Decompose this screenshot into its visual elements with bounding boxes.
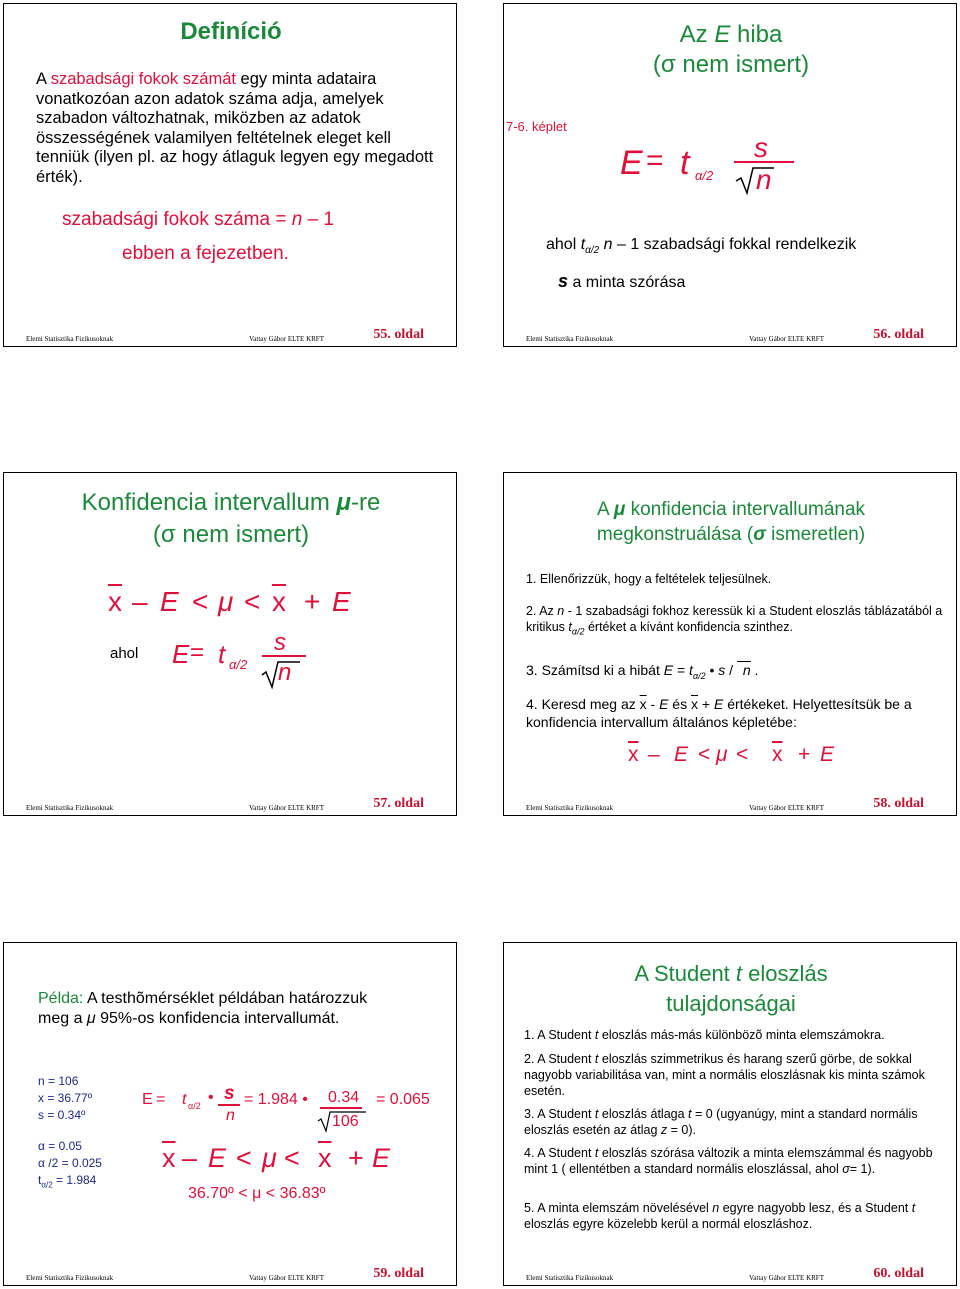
footer-author: Vattay Gábor ELTE KRFT [249, 1274, 324, 1282]
error-formula: E = t α/2 s n [620, 134, 920, 204]
error-calculation: E = t α/2 • s n = 1.984 • 0.34 106 = 0.065 [142, 1085, 452, 1135]
slide-56 [503, 3, 957, 347]
footer-author: Vattay Gábor ELTE KRFT [249, 335, 324, 343]
page-number: 55. oldal [373, 327, 424, 342]
ahol-line: ahol $t_{\alpha/2}$ n – 1 szabadsági fokkal rendelkezik [546, 236, 857, 257]
footer-course: Elemi Statisztika Fizikusoknak [526, 804, 614, 812]
footer-course: Elemi Statisztika Fizikusoknak [26, 804, 114, 812]
given-values: n = 106 x = 36.77º s = 0.34º α = 0.05 α /2 = 0.025 $t_{\alpha/2} = 1.984$ [38, 1074, 102, 1190]
slide-title: Definíció [180, 18, 282, 45]
interval-formula: $\overline{x}$ – E < μ < $\overline{x}$ + E [162, 1143, 391, 1173]
slide-title: A μ konfidencia intervallumának megkonstruálása (σ ismeretlen) [596, 499, 866, 545]
property-3: 3. A Student t eloszlás átlaga t = 0 (ugyanúgy, mint a standard normális eloszlás esetén az átlag z = 0). [524, 1107, 918, 1137]
footer-author: Vattay Gábor ELTE KRFT [749, 335, 824, 343]
footer-author: Vattay Gábor ELTE KRFT [749, 1274, 824, 1282]
interval-formula: $\overline{x}$ – E < μ < $\overline{x}$ + E [108, 586, 351, 617]
footer-course: Elemi Statisztika Fizikusoknak [26, 335, 114, 343]
footer-author: Vattay Gábor ELTE KRFT [249, 804, 324, 812]
footer-course: Elemi Statisztika Fizikusoknak [526, 335, 614, 343]
definition-text: A szabadsági fokok számát egy minta adataira vonatkozóan azon adatok száma adja, amelyek szabadon változhatnak, miközben az adatok összességének valamilyen feltételnek eleget kell tenniük (ilyen pl. az hogy átlaguk legyen egy megadott érték). [36, 70, 434, 186]
footer-author: Vattay Gábor ELTE KRFT [749, 804, 824, 812]
footer-course: Elemi Statisztika Fizikusoknak [26, 1274, 114, 1282]
slide-57 [3, 472, 457, 816]
degrees-formula: szabadsági fokok száma = n – 1 [62, 209, 334, 230]
page-number: 56. oldal [873, 327, 924, 342]
step-2: 2. Az n - 1 szabadsági fokhoz keressük ki a Student eloszlás táblázatából a kritikus $t_{\alpha/2}$ értéket a kívánt konfidencia szinthez. [526, 604, 943, 637]
ahol-label: ahol [110, 645, 139, 662]
interval-formula: $\overline{x}$ – E < μ < $\overline{x}$ + E [628, 743, 835, 766]
highlight-term: szabadsági fokok számát [50, 70, 236, 88]
slide-title: A Student t eloszlás tulajdonságai [634, 961, 828, 1016]
property-4: 4. A Student t eloszlás szórása változik a minta elemszámmal és nagyobb mint 1 ( ellentétben a standard normális eloszlással, ahol σ= 1). [524, 1146, 933, 1176]
step-3: 3. Számítsd ki a hibát $E = t_{\alpha/2}$ • s / n . [526, 662, 759, 681]
page-number: 60. oldal [873, 1266, 924, 1281]
property-1: 1. A Student t eloszlás más-más különbözõ minta elemszámokra. [524, 1028, 885, 1042]
footer-course: Elemi Statisztika Fizikusoknak [526, 1274, 614, 1282]
slide-title: Konfidencia intervallum μ-re (σ nem ismert) [81, 489, 381, 548]
slide-60 [503, 942, 957, 1286]
error-formula: E = t α/2 s n [172, 633, 372, 693]
slide-title: Az E hiba (σ nem ismert) [652, 21, 810, 78]
s-line: s a minta szórása [558, 271, 686, 291]
slide-59 [3, 942, 457, 1286]
step-4: 4. Keresd meg az $\overline{x}$ - E és $\overline{x} + E$ értékeket. Helyettesítsük be a konfidencia intervallum általános képletébe: [526, 696, 912, 730]
page-number: 57. oldal [373, 796, 424, 811]
sqrt-icon: n [737, 661, 751, 678]
example-text: Példa: A testhõmérséklet példában határozzuk meg a μ 95%-os konfidencia intervallumát. [38, 990, 368, 1027]
formula-label: 7-6. képlet [506, 119, 567, 134]
slide-58 [503, 472, 957, 816]
interval-result: 36.70º < μ < 36.83º [188, 1185, 326, 1202]
chapter-note: ebben a fejezetben. [122, 243, 289, 264]
property-5: 5. A minta elemszám növelésével n egyre nagyobb lesz, és a Student t eloszlás egyre közelebb kerül a normál eloszláshoz. [524, 1201, 916, 1231]
property-2: 2. A Student t eloszlás szimmetrikus és harang szerű görbe, de sokkal nagyobb variabilitása van, mint a normális eloszlásnak kis minta számok esetén. [524, 1052, 925, 1098]
slide-55 [3, 3, 457, 347]
step-1: 1. Ellenőrizzük, hogy a feltételek teljesülnek. [526, 572, 772, 586]
page-number: 59. oldal [373, 1266, 424, 1281]
page-number: 58. oldal [873, 796, 924, 811]
